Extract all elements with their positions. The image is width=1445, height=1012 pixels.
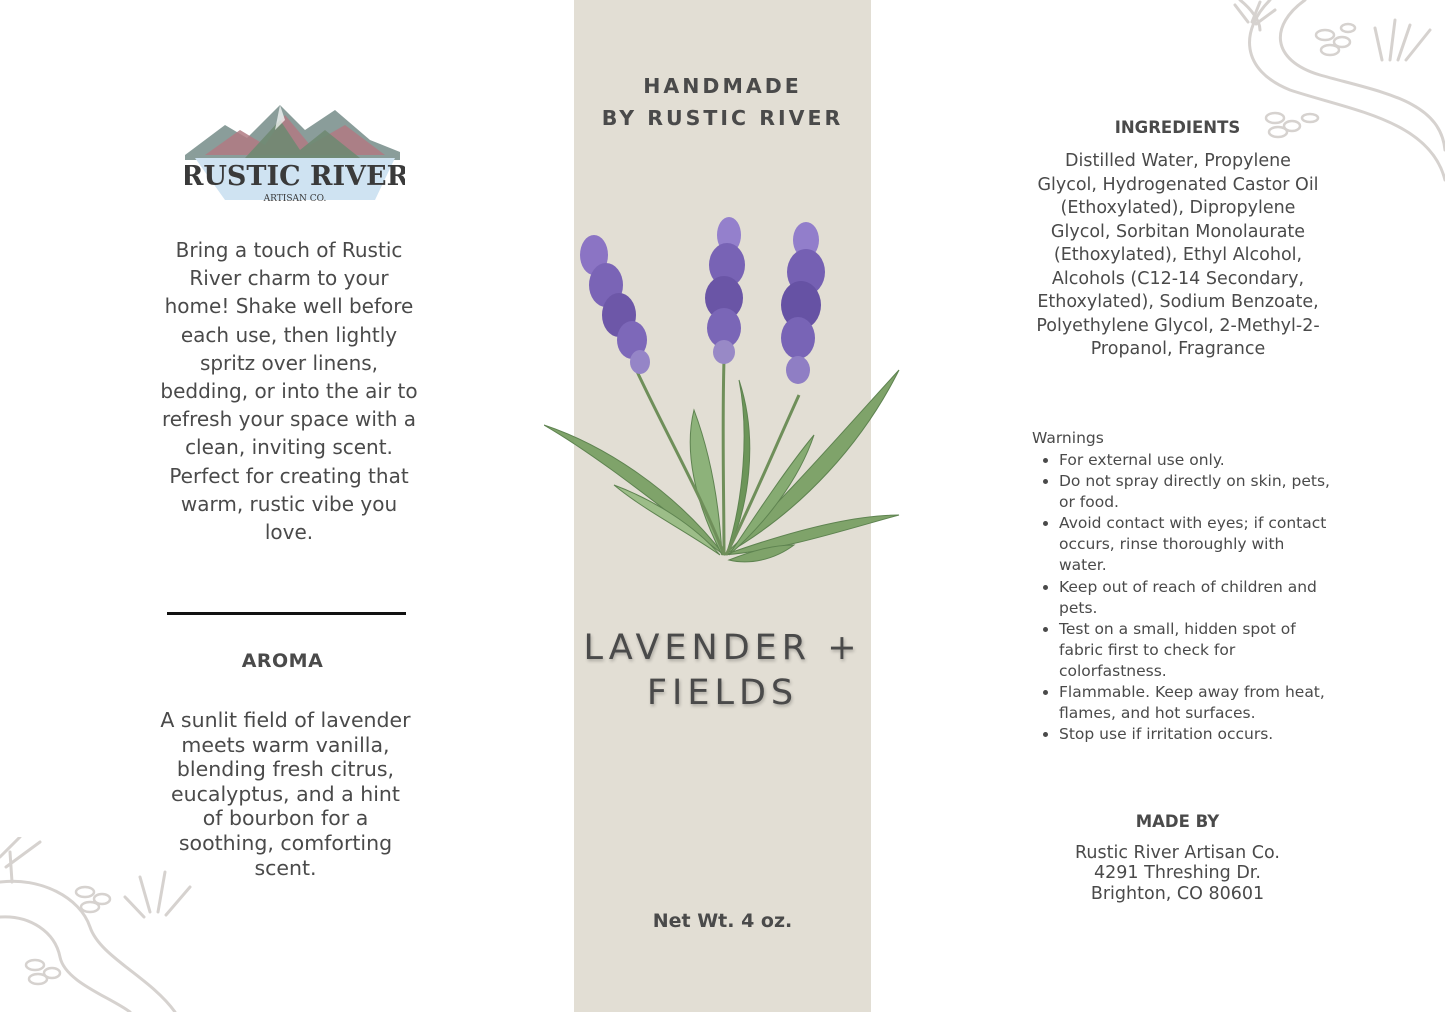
right-panel [1030,0,1330,1012]
warnings-heading: Warnings [1032,429,1104,447]
warning-item: • For external use only. [1059,450,1332,471]
warning-item: • Test on a small, hidden spot of fabric first to check for colorfastness. [1059,619,1332,682]
warning-item: • Stop use if irritation occurs. [1059,724,1332,745]
brand-logo [185,100,405,210]
title-line-2: FIELDS [646,673,799,713]
lavender-bouquet-icon [544,210,904,580]
made-by-address [1030,843,1325,904]
warning-item: • Flammable. Keep away from heat, flames, and hot surfaces. [1059,682,1332,724]
brand-name: RUSTIC RIVER [185,161,405,192]
title-line-1: LAVENDER + [583,628,862,668]
net-weight: Net Wt. 4 oz. [652,910,793,932]
divider [167,612,406,615]
handmade-label [574,70,871,134]
center-panel [574,0,871,1012]
made-by-city: Brighton, CO 80601 [1090,883,1265,904]
aroma-text: A sunlit field of lavender meets warm vanilla, blending fresh citrus, eucalyptus, and a hint of bourbon for a soothing, comforting scent. [160,708,411,880]
handmade-line-2: BY RUSTIC RIVER [601,106,844,130]
made-by-heading: MADE BY [1135,812,1220,831]
ingredients-text: Distilled Water, Propylene Glycol, Hydrogenated Castor Oil (Ethoxylated), Dipropylene Glycol, Sorbitan Monolaurate (Ethoxylated), Ethyl Alcohol, Alcohols (C12-14 Secondary, Ethoxylated), Sodium Benzoate, Polyethylene Glycol, 2-Methyl-2-Propanol, Fragrance [1036,151,1320,359]
warning-item: • Keep out of reach of children and pets. [1059,577,1332,619]
warnings-list [1032,450,1332,745]
warning-item: • Do not spray directly on skin, pets, or food. [1059,471,1332,513]
left-panel [150,0,430,1012]
made-by-company: Rustic River Artisan Co. [1075,843,1280,863]
mountain-logo-icon [185,100,405,210]
intro-text: Bring a touch of Rustic River charm to your home! Shake well before each use, then lightly spritz over linens, bedding, or into the air to refresh your space with a clean, inviting scent. Perfect for creating that warm, rustic vibe you love. [160,238,418,545]
made-by-street: 4291 Threshing Dr. [1094,863,1261,884]
warning-item: • Avoid contact with eyes; if contact occurs, rinse thoroughly with water. [1059,513,1332,576]
brand-subname: ARTISAN CO. [263,194,327,204]
ingredients-heading: INGREDIENTS [1114,118,1241,137]
handmade-line-1: HANDMADE [643,74,802,98]
product-title [574,626,871,716]
aroma-heading: AROMA [241,650,324,672]
